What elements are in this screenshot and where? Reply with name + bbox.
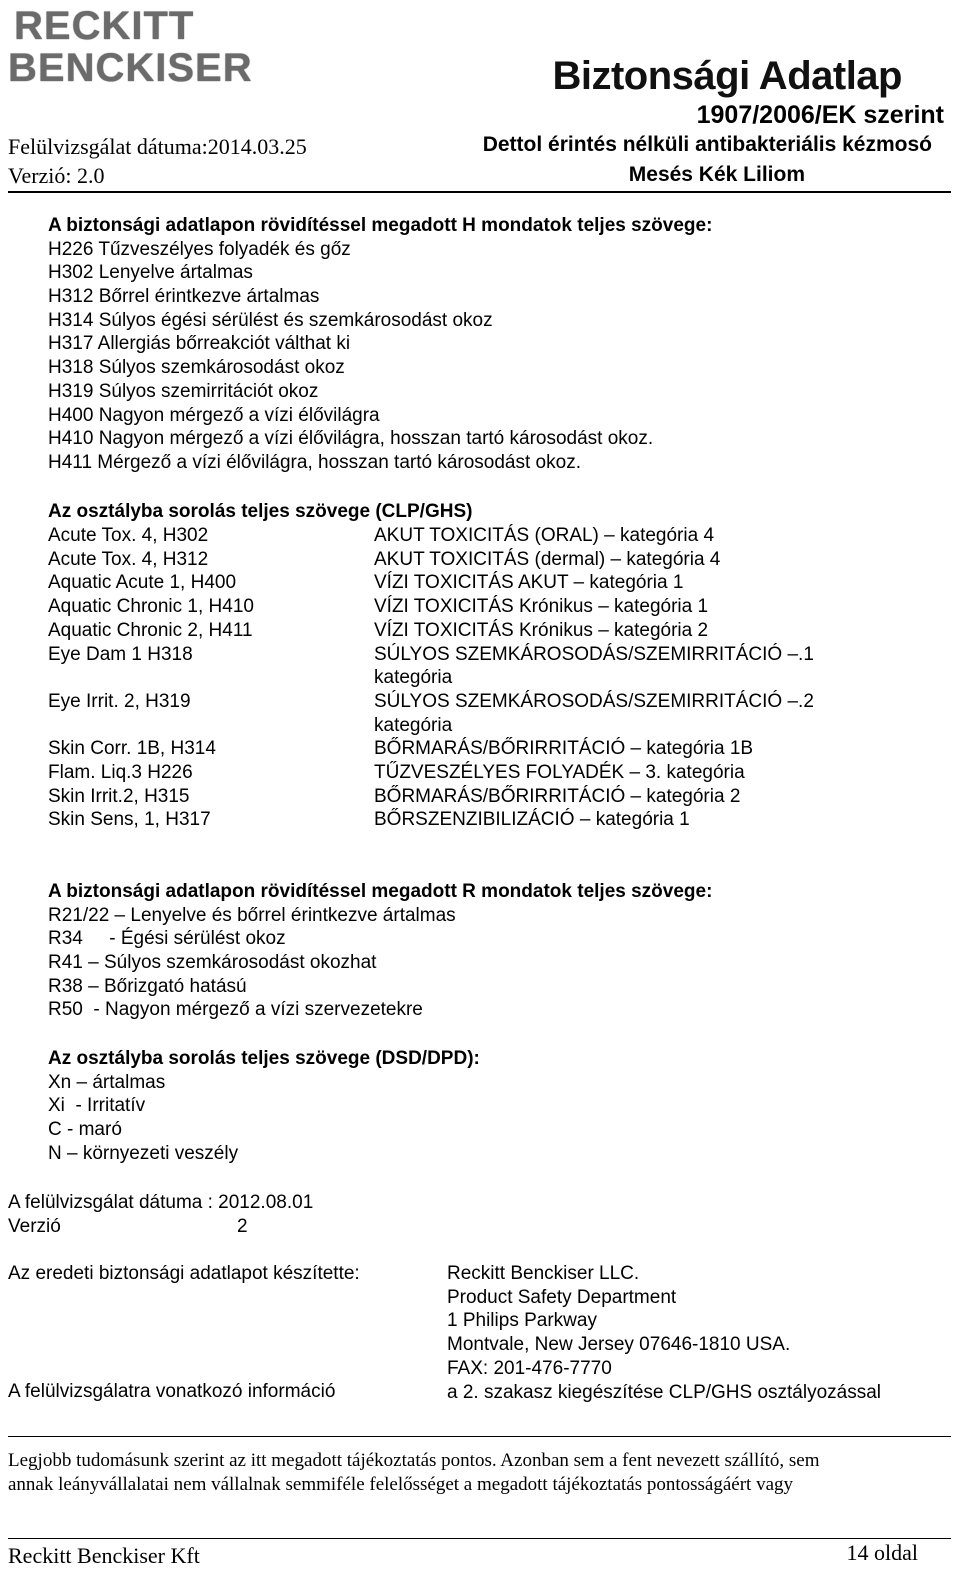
logo-line-2: BENCKISER <box>8 46 253 90</box>
author-address-line: 1 Philips Parkway <box>447 1310 597 1332</box>
table-row <box>48 548 908 572</box>
table-row <box>48 761 908 785</box>
table-row <box>48 619 908 643</box>
clp-code-cell: Acute Tox. 4, H302 <box>48 525 209 546</box>
regulation-reference: 1907/2006/EK szerint <box>696 101 944 129</box>
clp-desc-cell: AKUT TOXICITÁS (ORAL) – kategória 4 <box>374 525 715 546</box>
r-statements-heading: A biztonsági adatlapon rövidítéssel megadott R mondatok teljes szövege: <box>48 881 713 902</box>
h-statements-section <box>48 214 712 475</box>
clp-desc-cell: TŰZVESZÉLYES FOLYADÉK – 3. kategória <box>374 762 745 784</box>
h-statement-item: H317 Allergiás bőrreakciót válthat ki <box>48 333 351 355</box>
disclaimer-line: annak leányvállalatai nem vállalnak semmiféle felelősséget a megadott tájékoztatás pontosságáért vagy <box>8 1474 794 1495</box>
dsd-item: Xi - Irritatív <box>48 1095 146 1117</box>
author-label: Az eredeti biztonsági adatlapot készítette: <box>8 1263 360 1284</box>
clp-code-cell: Acute Tox. 4, H312 <box>48 548 209 570</box>
disclaimer <box>8 1449 820 1497</box>
h-statement-item: H226 Tűzveszélyes folyadék és gőz <box>48 238 351 260</box>
footer-divider <box>8 1436 951 1437</box>
document-title: Biztonsági Adatlap <box>552 54 902 98</box>
h-statement-item: H411 Mérgező a vízi élővilágra, hosszan tartó károsodást okoz. <box>48 451 581 473</box>
table-row <box>48 524 908 548</box>
dsd-item: Xn – ártalmas <box>48 1071 166 1093</box>
h-statement-item: H302 Lenyelve ártalmas <box>48 262 253 284</box>
table-row <box>48 595 908 619</box>
page-footer-divider <box>8 1538 951 1539</box>
disclaimer-line: Legjobb tudomásunk szerint az itt megadott tájékoztatás pontos. Azonban sem a fent nevezett szállító, sem <box>8 1450 820 1471</box>
author-address-line: Reckitt Benckiser LLC. <box>447 1263 640 1284</box>
product-name: Dettol érintés nélküli antibakteriális kézmosó <box>482 133 932 156</box>
logo-line-1: RECKITT <box>14 4 195 48</box>
clp-desc-cell: AKUT TOXICITÁS (dermal) – kategória 4 <box>374 548 721 570</box>
clp-code-cell: Flam. Liq.3 H226 <box>48 762 193 784</box>
h-statement-item: H312 Bőrrel érintkezve ártalmas <box>48 286 320 308</box>
clp-desc-cell: SÚLYOS SZEMKÁROSODÁS/SZEMIRRITÁCIÓ –.2 kategória <box>374 690 814 736</box>
h-statement-item: H314 Súlyos égési sérülést és szemkárosodást okoz <box>48 309 493 331</box>
r-statement-item: R21/22 – Lenyelve és bőrrel érintkezve ártalmas <box>48 904 456 926</box>
clp-code-cell: Eye Dam 1 H318 <box>48 643 193 665</box>
clp-code-cell: Aquatic Chronic 2, H411 <box>48 619 253 641</box>
dsd-item: C - maró <box>48 1119 122 1141</box>
dsd-heading: Az osztályba sorolás teljes szövege (DSD/DPD): <box>48 1048 480 1069</box>
table-row <box>48 808 908 832</box>
clp-code-cell: Eye Irrit. 2, H319 <box>48 690 191 712</box>
r-statement-item: R38 – Bőrizgató hatású <box>48 975 247 997</box>
author-address-line: FAX: 201-476-7770 <box>447 1357 612 1379</box>
footer-company: Reckitt Benckiser Kft <box>8 1543 200 1568</box>
author-address-line: Montvale, New Jersey 07646-1810 USA. <box>447 1334 791 1356</box>
clp-code-cell: Aquatic Acute 1, H400 <box>48 572 237 594</box>
h-statement-item: H319 Súlyos szemirritációt okoz <box>48 380 319 402</box>
product-variant: Mesés Kék Liliom <box>628 163 805 186</box>
clp-desc-cell: BŐRSZENZIBILIZÁCIÓ – kategória 1 <box>374 809 690 831</box>
clp-code-cell: Skin Irrit.2, H315 <box>48 785 190 807</box>
r-statements-section <box>48 880 712 1022</box>
clp-desc-cell: SÚLYOS SZEMKÁROSODÁS/SZEMIRRITÁCIÓ –.1 kategória <box>374 643 814 689</box>
clp-desc-cell: BŐRMARÁS/BŐRIRRITÁCIÓ – kategória 2 <box>374 785 741 807</box>
r-statement-item: R34 - Égési sérülést okoz <box>48 928 286 950</box>
table-row <box>48 690 908 737</box>
table-row <box>48 785 908 809</box>
version-number: Verzió: 2.0 <box>8 163 105 188</box>
author-address <box>447 1262 881 1404</box>
clp-heading: Az osztályba sorolás teljes szövege (CLP/GHS) <box>48 501 473 522</box>
dsd-section <box>48 1047 480 1165</box>
h-statements-heading: A biztonsági adatlapon rövidítéssel megadott H mondatok teljes szövege: <box>48 215 713 236</box>
clp-code-cell: Aquatic Chronic 1, H410 <box>48 596 254 618</box>
table-row <box>48 571 908 595</box>
revision-version-value: 2 <box>237 1216 248 1237</box>
clp-code-cell: Skin Sens, 1, H317 <box>48 809 211 831</box>
clp-code-cell: Skin Corr. 1B, H314 <box>48 738 216 760</box>
table-row <box>48 737 908 761</box>
r-statement-item: R41 – Súlyos szemkárosodást okozhat <box>48 952 377 974</box>
clp-desc-cell: VÍZI TOXICITÁS AKUT – kategória 1 <box>374 572 684 594</box>
dsd-item: N – környezeti veszély <box>48 1142 239 1164</box>
clp-desc-cell: VÍZI TOXICITÁS Krónikus – kategória 1 <box>374 596 709 618</box>
company-logo <box>8 4 253 94</box>
clp-desc-cell: VÍZI TOXICITÁS Krónikus – kategória 2 <box>374 619 709 641</box>
revision-date: Felülvizsgálat dátuma:2014.03.25 <box>8 134 307 159</box>
revision-info-label: A felülvizsgálatra vonatkozó információ <box>8 1381 336 1402</box>
revision-date-line: A felülvizsgálat dátuma : 2012.08.01 <box>8 1192 314 1213</box>
revision-version-label: Verzió <box>8 1216 61 1237</box>
table-row <box>48 643 908 690</box>
r-statement-item: R50 - Nagyon mérgező a vízi szervezetekre <box>48 999 423 1021</box>
page-number: 14 oldal <box>846 1540 918 1565</box>
h-statement-item: H318 Súlyos szemkárosodást okoz <box>48 357 345 379</box>
header-divider <box>8 191 951 193</box>
clp-classification-table <box>48 524 908 832</box>
revision-info-value: a 2. szakasz kiegészítése CLP/GHS osztályozással <box>447 1381 882 1403</box>
h-statement-item: H410 Nagyon mérgező a vízi élővilágra, hosszan tartó károsodást okoz. <box>48 428 654 450</box>
clp-desc-cell: BŐRMARÁS/BŐRIRRITÁCIÓ – kategória 1B <box>374 738 754 760</box>
author-address-line: Product Safety Department <box>447 1286 677 1308</box>
h-statement-item: H400 Nagyon mérgező a vízi élővilágra <box>48 404 380 426</box>
